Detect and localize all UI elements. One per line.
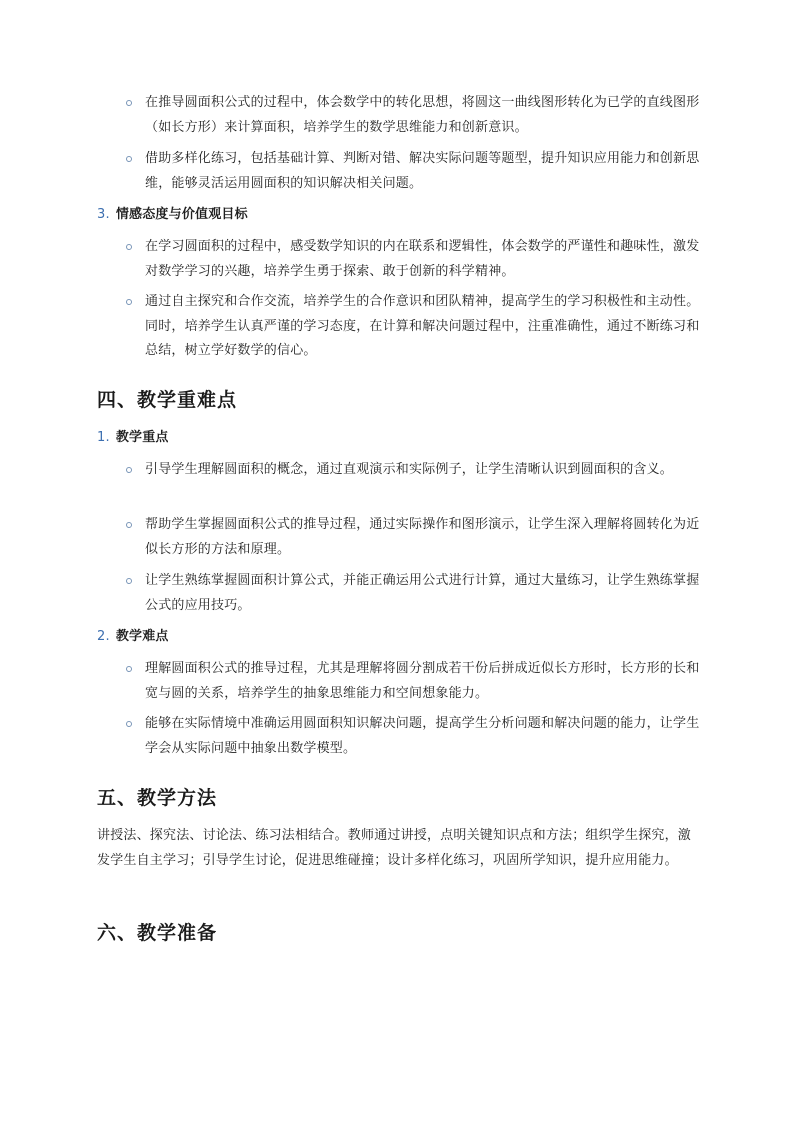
list-item bbox=[145, 657, 701, 706]
bullet-circle-icon bbox=[126, 721, 132, 727]
list-item-text: 帮助学生掌握圆面积公式的推导过程，通过实际操作和图形演示，让学生深入理解将圆转化为近似长方形的方法和原理。 bbox=[145, 517, 700, 557]
list-item-text: 在推导圆面积公式的过程中，体会数学中的转化思想，将圆这一曲线图形转化为已学的直线图形（如长方形）来计算面积，培养学生的数学思维能力和创新意识。 bbox=[145, 95, 700, 135]
item-label: 教学难点 bbox=[115, 629, 169, 644]
section-heading: 四、教学重难点 bbox=[97, 389, 238, 411]
bullet-circle-icon bbox=[126, 156, 132, 162]
list-item-text: 通过自主探究和合作交流，培养学生的合作意识和团队精神，提高学生的学习积极性和主动性。同时，培养学生认真严谨的学习态度，在计算和解决问题过程中，注重准确性，通过不断练习和总结，树立学好数学的信心。 bbox=[145, 294, 700, 358]
numbered-item-key-points bbox=[97, 428, 169, 448]
bullet-circle-icon bbox=[126, 299, 132, 305]
bullet-circle-icon bbox=[126, 666, 132, 672]
bullet-circle-icon bbox=[126, 244, 132, 250]
paragraph: 讲授法、探究法、讨论法、练习法相结合。教师通过讲授，点明关键知识点和方法；组织学生探究，激发学生自主学习；引导学生讨论，促进思维碰撞；设计多样化练习，巩固所学知识，提升应用能力。 bbox=[97, 828, 692, 868]
item-label: 教学重点 bbox=[115, 430, 169, 445]
bullet-circle-icon bbox=[126, 467, 132, 473]
item-number: 1. bbox=[97, 430, 110, 445]
list-item-text: 借助多样化练习，包括基础计算、判断对错、解决实际问题等题型，提升知识应用能力和创新思维，能够灵活运用圆面积的知识解决相关问题。 bbox=[145, 151, 700, 191]
list-item bbox=[145, 290, 701, 364]
section-heading: 五、教学方法 bbox=[97, 787, 218, 809]
numbered-item-affective-goals bbox=[97, 205, 248, 225]
item-number: 2. bbox=[97, 629, 110, 644]
section-heading: 六、教学准备 bbox=[97, 922, 218, 944]
list-item bbox=[145, 513, 701, 562]
item-number: 3. bbox=[97, 207, 110, 222]
list-item-text: 让学生熟练掌握圆面积计算公式，并能正确运用公式进行计算，通过大量练习，让学生熟练掌握公式的应用技巧。 bbox=[145, 573, 700, 613]
bullet-circle-icon bbox=[126, 522, 132, 528]
list-item-text: 在学习圆面积的过程中，感受数学知识的内在联系和逻辑性，体会数学的严谨性和趣味性，激发对数学学习的兴趣，培养学生勇于探索、敢于创新的科学精神。 bbox=[145, 239, 700, 279]
numbered-item-difficulties bbox=[97, 627, 169, 647]
list-item bbox=[145, 147, 701, 196]
list-item bbox=[145, 712, 701, 761]
item-label: 情感态度与价值观目标 bbox=[115, 207, 248, 222]
bullet-circle-icon bbox=[126, 100, 132, 106]
list-item bbox=[145, 235, 701, 284]
list-item-text: 理解圆面积公式的推导过程，尤其是理解将圆分割成若干份后拼成近似长方形时，长方形的长和宽与圆的关系，培养学生的抽象思维能力和空间想象能力。 bbox=[145, 661, 700, 701]
list-item bbox=[145, 91, 701, 140]
bullet-circle-icon bbox=[126, 578, 132, 584]
list-item-text: 能够在实际情境中准确运用圆面积知识解决问题，提高学生分析问题和解决问题的能力，让学生学会从实际问题中抽象出数学模型。 bbox=[145, 716, 700, 756]
list-item bbox=[145, 458, 701, 483]
list-item-text: 引导学生理解圆面积的概念，通过直观演示和实际例子，让学生清晰认识到圆面积的含义。 bbox=[145, 462, 674, 477]
list-item bbox=[145, 569, 701, 618]
